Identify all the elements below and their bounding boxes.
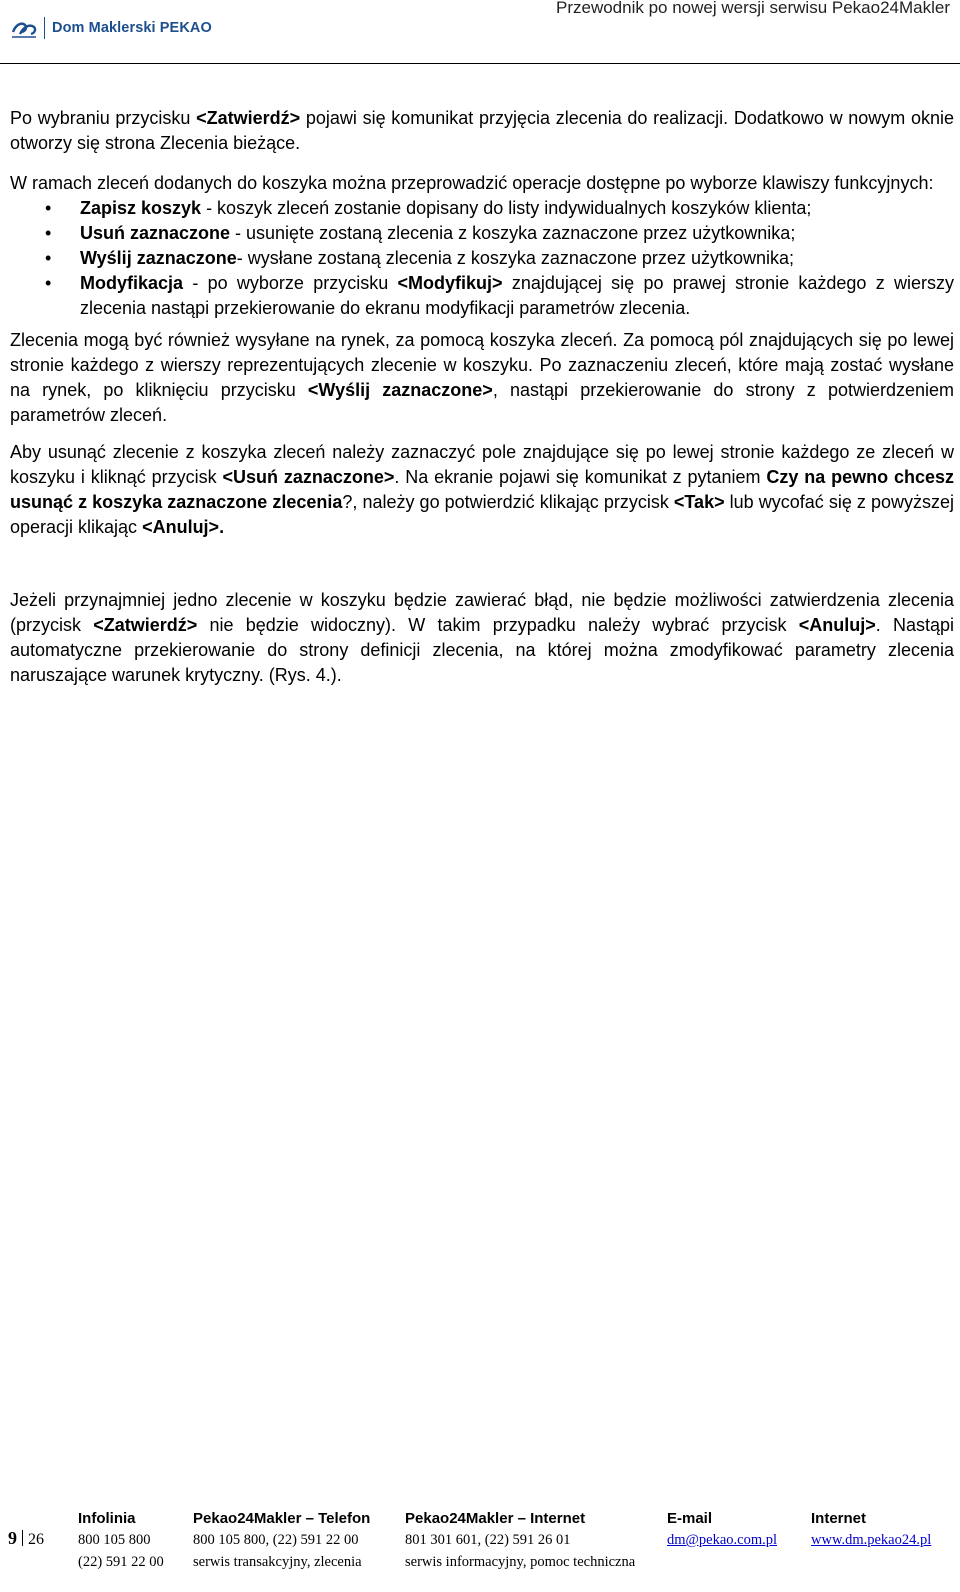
text-run: lub wycofać się z powyższej operacji klikając: [10, 492, 954, 537]
website-link[interactable]: www.dm.pekao24.pl: [811, 1532, 932, 1548]
footer-line: 801 301 601, (22) 591 26 01: [405, 1532, 571, 1548]
page-footer: [0, 1508, 960, 1592]
emphasis-text: Czy na pewno chcesz usunąć z koszyka zaznaczone zlecenia: [10, 467, 954, 512]
function-keys-list: [10, 196, 954, 321]
text-run: Zlecenia mogą być również wysyłane na rynek, za pomocą koszyka zleceń. Za pomocą pól znajdujących się po lewej stronie każdego z wierszy reprezentujących zlecenie w koszyku. Po zaznaczeniu zleceń, które mają zostać wysłane na rynek, po kliknięciu przycisku: [10, 330, 954, 400]
text-run: - wysłane zostaną zlecenia z koszyka zaznaczone przez użytkownika;: [236, 248, 794, 268]
text-run: . Na ekranie pojawi się komunikat z pytaniem: [394, 467, 767, 487]
footer-heading: E-mail: [667, 1510, 713, 1527]
text-run: . Nastąpi automatyczne przekierowanie do strony definicji zlecenia, na której można zmodyfikować parametry zlecenia naruszające warunek krytyczny. (Rys. 4.).: [10, 615, 954, 685]
text-run: - usunięte zostaną zlecenia z koszyka zaznaczone przez użytkownika;: [230, 223, 796, 243]
page-current: 9: [8, 1528, 17, 1548]
emphasis-text: <Wyślij zaznaczone>: [307, 380, 493, 400]
emphasis-text: <Zatwierdź>: [93, 615, 198, 635]
text-run: znajdującej się po prawej stronie każdego z wierszy zlecenia nastąpi przekierowanie do ekranu modyfikacji parametrów zlecenia.: [80, 273, 954, 318]
paragraph-basket-operations: [10, 171, 954, 196]
paragraph-send-to-market: [10, 328, 954, 428]
footer-line: (22) 591 22 00: [78, 1554, 164, 1570]
text-run: Aby usunąć zlecenie z koszyka zleceń należy zaznaczyć pole znajdujące się po lewej stronie każdego ze zleceń w koszyku i kliknąć przycisk: [10, 442, 954, 487]
header-rule: [0, 63, 960, 64]
emphasis-text: <Usuń zaznaczone>: [222, 467, 395, 487]
document-title: Przewodnik po nowej wersji serwisu Pekao24Makler: [555, 0, 950, 17]
footer-heading: Pekao24Makler – Telefon: [193, 1510, 371, 1527]
footer-heading: Infolinia: [78, 1510, 136, 1527]
footer-col-website: [811, 1510, 931, 1554]
emphasis-text: <Zatwierdź>: [196, 108, 301, 128]
footer-col-infolinia: [78, 1510, 164, 1576]
text-run: - koszyk zleceń zostanie dopisany do listy indywidualnych koszyków klienta;: [201, 198, 812, 218]
paragraph-error-handling: [10, 588, 954, 688]
page-number: [8, 1528, 44, 1549]
footer-heading: Internet: [811, 1510, 867, 1527]
list-item-send-selected: [10, 246, 954, 271]
footer-col-email: [667, 1510, 777, 1554]
footer-line: serwis transakcyjny, zlecenia: [193, 1554, 362, 1570]
emphasis-text: Usuń zaznaczone: [80, 223, 231, 243]
emphasis-text: Zapisz koszyk: [80, 198, 202, 218]
footer-line: 800 105 800, (22) 591 22 00: [193, 1532, 359, 1548]
footer-col-phone: [193, 1510, 370, 1576]
email-link[interactable]: dm@pekao.com.pl: [667, 1532, 777, 1548]
footer-line: 800 105 800: [78, 1532, 151, 1548]
text-run: ?, należy go potwierdzić klikając przycisk: [342, 492, 674, 512]
page-total: 26: [28, 1531, 44, 1548]
text-run: Po wybraniu przycisku: [10, 108, 197, 128]
document-body: [10, 106, 954, 688]
list-item-save-basket: [10, 196, 954, 221]
footer-heading: Pekao24Makler – Internet: [405, 1510, 586, 1527]
text-run: , nastąpi przekierowanie do strony z potwierdzeniem parametrów zleceń.: [10, 380, 954, 425]
emphasis-text: <Modyfikuj>: [397, 273, 503, 293]
paragraph-delete-order: [10, 440, 954, 540]
paragraph-confirmation: [10, 106, 954, 156]
text-run: - po wyborze przycisku: [183, 273, 398, 293]
list-item-modify: [10, 271, 954, 321]
emphasis-text: <Tak>: [673, 492, 725, 512]
footer-line: serwis informacyjny, pomoc techniczna: [405, 1554, 636, 1570]
logo-divider: [44, 17, 45, 39]
emphasis-text: Modyfikacja: [80, 273, 184, 293]
text-run: pojawi się komunikat przyjęcia zlecenia do realizacji. Dodatkowo w nowym oknie otworzy się strona Zlecenia bieżące.: [10, 108, 954, 153]
page-header: [0, 0, 960, 64]
logo-text: Dom Maklerski PEKAO: [52, 20, 212, 36]
company-logo: [10, 16, 212, 40]
text-run: Jeżeli przynajmniej jedno zlecenie w koszyku będzie zawierać błąd, nie będzie możliwości zatwierdzenia zlecenia (przycisk: [10, 590, 954, 635]
emphasis-text: <Anuluj>: [798, 615, 876, 635]
emphasis-text: <Anuluj>.: [142, 517, 225, 537]
list-item-delete-selected: [10, 221, 954, 246]
logo-emblem-icon: [10, 16, 38, 40]
text-run: W ramach zleceń dodanych do koszyka można przeprowadzić operacje dostępne po wyborze klawiszy funkcyjnych:: [10, 173, 934, 193]
page-separator: [22, 1530, 23, 1546]
text-run: nie będzie widoczny). W takim przypadku należy wybrać przycisk: [197, 615, 799, 635]
emphasis-text: Wyślij zaznaczone: [80, 248, 237, 268]
footer-col-internet-service: [405, 1510, 635, 1576]
